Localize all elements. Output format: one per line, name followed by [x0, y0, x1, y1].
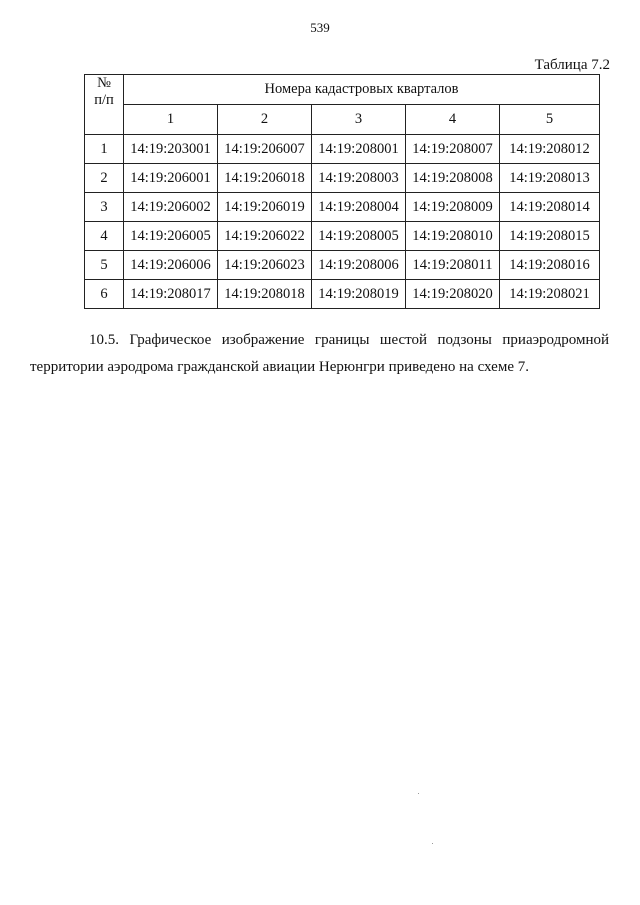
- table-row: [85, 193, 600, 222]
- table-row: [85, 251, 600, 280]
- cadastral-number-cell: 14:19:206018: [218, 164, 312, 193]
- table-column-numbers-row: [85, 105, 600, 135]
- cadastral-number-cell: 14:19:206001: [124, 164, 218, 193]
- cadastral-number-cell: 14:19:206005: [124, 222, 218, 251]
- cadastral-number-cell: 14:19:208006: [312, 251, 406, 280]
- cadastral-number-cell: 14:19:206002: [124, 193, 218, 222]
- cadastral-number-cell: 14:19:208010: [406, 222, 500, 251]
- page-number: 539: [310, 20, 330, 35]
- paragraph-10-5: [30, 327, 609, 381]
- table-header-row: [85, 75, 600, 105]
- cadastral-number-cell: 14:19:208019: [312, 280, 406, 309]
- table-row: [85, 222, 600, 251]
- cadastral-number-cell: 14:19:208005: [312, 222, 406, 251]
- scan-speck: [418, 793, 419, 794]
- cadastral-number-cell: 14:19:206022: [218, 222, 312, 251]
- row-number-cell: 2: [85, 164, 124, 193]
- table-row: [85, 164, 600, 193]
- row-number-cell: 4: [85, 222, 124, 251]
- cadastral-number-cell: 14:19:208011: [406, 251, 500, 280]
- scan-speck: [432, 843, 433, 844]
- column-number-5: 5: [500, 105, 600, 135]
- cadastral-number-cell: 14:19:208012: [500, 135, 600, 164]
- header-no-symbol: №: [97, 75, 111, 91]
- column-number-3: 3: [312, 105, 406, 135]
- table-caption: Таблица 7.2: [534, 57, 610, 73]
- cadastral-number-cell: 14:19:206007: [218, 135, 312, 164]
- cadastral-number-cell: 14:19:208009: [406, 193, 500, 222]
- column-number-2: 2: [218, 105, 312, 135]
- header-row-number: [85, 75, 124, 135]
- cadastral-quarters-table: [84, 74, 600, 309]
- cadastral-number-cell: 14:19:208007: [406, 135, 500, 164]
- cadastral-number-cell: 14:19:208018: [218, 280, 312, 309]
- cadastral-number-cell: 14:19:206019: [218, 193, 312, 222]
- paragraph-line-1: 10.5. Графическое изображение границы шестой подзоны приаэродромной: [89, 332, 609, 348]
- paragraph-line-2: территории аэродрома гражданской авиации Нерюнгри приведено на схеме 7.: [30, 359, 529, 375]
- row-number-cell: 3: [85, 193, 124, 222]
- column-number-1: 1: [124, 105, 218, 135]
- cadastral-number-cell: 14:19:208016: [500, 251, 600, 280]
- cadastral-number-cell: 14:19:208013: [500, 164, 600, 193]
- cadastral-number-cell: 14:19:203001: [124, 135, 218, 164]
- cadastral-number-cell: 14:19:208008: [406, 164, 500, 193]
- cadastral-number-cell: 14:19:208001: [312, 135, 406, 164]
- cadastral-number-cell: 14:19:208020: [406, 280, 500, 309]
- cadastral-number-cell: 14:19:208017: [124, 280, 218, 309]
- row-number-cell: 1: [85, 135, 124, 164]
- cadastral-number-cell: 14:19:206006: [124, 251, 218, 280]
- table-row: [85, 280, 600, 309]
- cadastral-number-cell: 14:19:208015: [500, 222, 600, 251]
- header-group-title: Номера кадастровых кварталов: [124, 75, 600, 105]
- row-number-cell: 6: [85, 280, 124, 309]
- table-body: [85, 135, 600, 309]
- cadastral-number-cell: 14:19:208021: [500, 280, 600, 309]
- column-number-4: 4: [406, 105, 500, 135]
- header-no-abbrev: п/п: [94, 92, 114, 108]
- cadastral-number-cell: 14:19:208003: [312, 164, 406, 193]
- row-number-cell: 5: [85, 251, 124, 280]
- cadastral-number-cell: 14:19:208014: [500, 193, 600, 222]
- table-row: [85, 135, 600, 164]
- cadastral-number-cell: 14:19:208004: [312, 193, 406, 222]
- cadastral-number-cell: 14:19:206023: [218, 251, 312, 280]
